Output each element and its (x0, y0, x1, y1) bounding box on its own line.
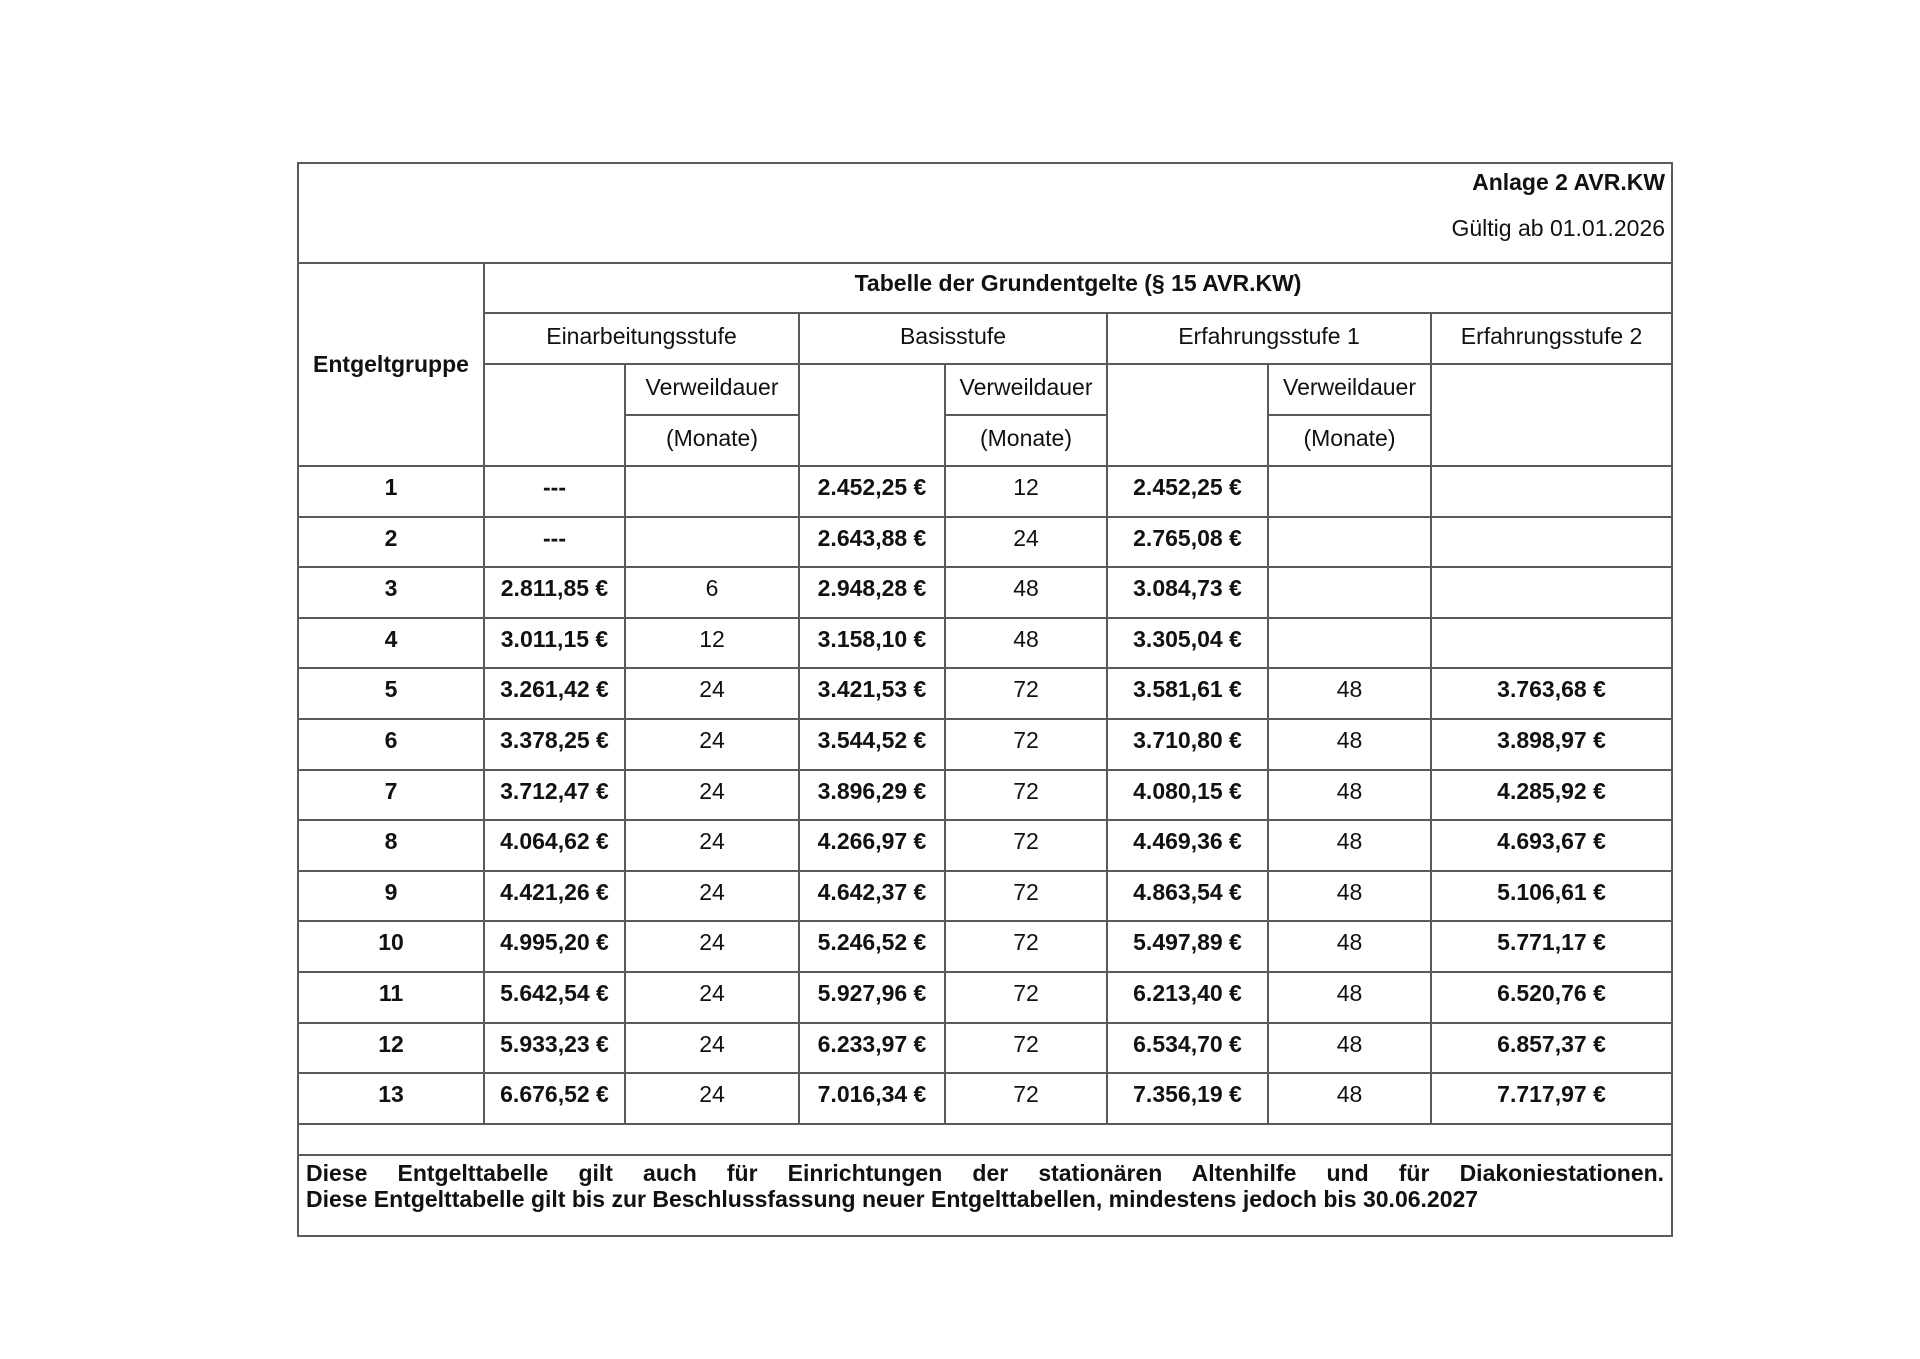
table-row (298, 517, 1672, 568)
cell-erfahrungsstufe-2 (1431, 618, 1672, 669)
duration-unit-erfahrung-1: (Monate) (1268, 415, 1431, 466)
cell-verweildauer-einarbeitung (625, 466, 799, 517)
cell-basisstufe: 3.421,53 € (799, 668, 945, 719)
cell-entgeltgruppe: 9 (298, 871, 484, 922)
cell-erfahrungsstufe-1: 4.469,36 € (1107, 820, 1268, 871)
cell-verweildauer-einarbeitung: 24 (625, 972, 799, 1023)
cell-entgeltgruppe: 5 (298, 668, 484, 719)
empty-header-cell (1107, 364, 1268, 466)
cell-entgeltgruppe: 10 (298, 921, 484, 972)
cell-einarbeitungsstufe: 5.642,54 € (484, 972, 625, 1023)
cell-verweildauer-einarbeitung: 24 (625, 921, 799, 972)
salary-table (297, 162, 1673, 1237)
stage-header-basis: Basisstufe (799, 313, 1107, 364)
cell-basisstufe: 5.246,52 € (799, 921, 945, 972)
cell-erfahrungsstufe-1: 5.497,89 € (1107, 921, 1268, 972)
table-row (298, 972, 1672, 1023)
cell-erfahrungsstufe-2: 6.520,76 € (1431, 972, 1672, 1023)
cell-verweildauer-einarbeitung: 12 (625, 618, 799, 669)
footer-line-1: Diese Entgelttabelle gilt auch für Einrichtungen der stationären Altenhilfe und für Diakoniestationen. (306, 1159, 1665, 1186)
cell-erfahrungsstufe-2: 3.763,68 € (1431, 668, 1672, 719)
cell-entgeltgruppe: 1 (298, 466, 484, 517)
valid-from-date: Gültig ab 01.01.2026 (1451, 215, 1666, 241)
cell-einarbeitungsstufe: 4.421,26 € (484, 871, 625, 922)
cell-basisstufe: 2.948,28 € (799, 567, 945, 618)
empty-row-cell (298, 1124, 1672, 1155)
cell-verweildauer-erfahrung-1: 48 (1268, 1073, 1431, 1124)
cell-entgeltgruppe: 12 (298, 1023, 484, 1074)
table-row (298, 1073, 1672, 1124)
table-row (298, 921, 1672, 972)
cell-einarbeitungsstufe: --- (484, 517, 625, 568)
duration-header-erfahrung-1: Verweildauer (1268, 364, 1431, 415)
duration-unit-basis: (Monate) (945, 415, 1107, 466)
table-row (298, 567, 1672, 618)
table-row (298, 719, 1672, 770)
cell-entgeltgruppe: 2 (298, 517, 484, 568)
cell-erfahrungsstufe-2: 5.771,17 € (1431, 921, 1672, 972)
table-row (298, 820, 1672, 871)
cell-entgeltgruppe: 11 (298, 972, 484, 1023)
cell-einarbeitungsstufe: 3.261,42 € (484, 668, 625, 719)
cell-verweildauer-basis: 72 (945, 1073, 1107, 1124)
cell-erfahrungsstufe-1: 4.080,15 € (1107, 770, 1268, 821)
spacer-row (298, 1124, 1672, 1155)
cell-erfahrungsstufe-2: 4.693,67 € (1431, 820, 1672, 871)
cell-verweildauer-einarbeitung: 24 (625, 1073, 799, 1124)
cell-verweildauer-einarbeitung: 6 (625, 567, 799, 618)
cell-entgeltgruppe: 3 (298, 567, 484, 618)
cell-einarbeitungsstufe: 6.676,52 € (484, 1073, 625, 1124)
cell-entgeltgruppe: 13 (298, 1073, 484, 1124)
cell-verweildauer-basis: 72 (945, 871, 1107, 922)
cell-basisstufe: 4.642,37 € (799, 871, 945, 922)
cell-verweildauer-basis: 72 (945, 820, 1107, 871)
cell-einarbeitungsstufe: 5.933,23 € (484, 1023, 625, 1074)
cell-entgeltgruppe: 8 (298, 820, 484, 871)
cell-verweildauer-basis: 12 (945, 466, 1107, 517)
cell-einarbeitungsstufe: 4.064,62 € (484, 820, 625, 871)
cell-verweildauer-erfahrung-1: 48 (1268, 1023, 1431, 1074)
cell-erfahrungsstufe-1: 3.581,61 € (1107, 668, 1268, 719)
cell-basisstufe: 3.896,29 € (799, 770, 945, 821)
cell-verweildauer-basis: 72 (945, 668, 1107, 719)
cell-basisstufe: 7.016,34 € (799, 1073, 945, 1124)
cell-basisstufe: 3.544,52 € (799, 719, 945, 770)
cell-verweildauer-erfahrung-1: 48 (1268, 972, 1431, 1023)
cell-basisstufe: 2.452,25 € (799, 466, 945, 517)
cell-erfahrungsstufe-2 (1431, 517, 1672, 568)
cell-einarbeitungsstufe: 4.995,20 € (484, 921, 625, 972)
cell-verweildauer-erfahrung-1 (1268, 567, 1431, 618)
cell-erfahrungsstufe-1: 3.084,73 € (1107, 567, 1268, 618)
duration-header-basis: Verweildauer (945, 364, 1107, 415)
cell-basisstufe: 2.643,88 € (799, 517, 945, 568)
cell-basisstufe: 5.927,96 € (799, 972, 945, 1023)
cell-erfahrungsstufe-1: 6.534,70 € (1107, 1023, 1268, 1074)
table-row (298, 618, 1672, 669)
annex-label: Anlage 2 AVR.KW (1472, 169, 1666, 195)
cell-erfahrungsstufe-1: 2.765,08 € (1107, 517, 1268, 568)
cell-verweildauer-erfahrung-1 (1268, 517, 1431, 568)
table-row (298, 770, 1672, 821)
cell-erfahrungsstufe-1: 6.213,40 € (1107, 972, 1268, 1023)
cell-verweildauer-einarbeitung: 24 (625, 820, 799, 871)
cell-verweildauer-basis: 48 (945, 567, 1107, 618)
cell-erfahrungsstufe-2: 6.857,37 € (1431, 1023, 1672, 1074)
cell-einarbeitungsstufe: 3.712,47 € (484, 770, 625, 821)
cell-verweildauer-basis: 72 (945, 719, 1107, 770)
empty-header-cell (799, 364, 945, 466)
cell-erfahrungsstufe-2: 3.898,97 € (1431, 719, 1672, 770)
table-row (298, 466, 1672, 517)
document-header (298, 163, 1672, 263)
cell-entgeltgruppe: 6 (298, 719, 484, 770)
stage-header-erfahrung-2: Erfahrungsstufe 2 (1431, 313, 1672, 364)
cell-verweildauer-erfahrung-1: 48 (1268, 668, 1431, 719)
cell-entgeltgruppe: 7 (298, 770, 484, 821)
cell-verweildauer-erfahrung-1: 48 (1268, 719, 1431, 770)
cell-verweildauer-einarbeitung: 24 (625, 719, 799, 770)
cell-verweildauer-basis: 72 (945, 972, 1107, 1023)
cell-verweildauer-erfahrung-1: 48 (1268, 770, 1431, 821)
cell-erfahrungsstufe-2 (1431, 466, 1672, 517)
duration-unit-einarbeitung: (Monate) (625, 415, 799, 466)
empty-header-cell (1431, 364, 1672, 466)
table-title: Tabelle der Grundentgelte (§ 15 AVR.KW) (484, 263, 1672, 313)
cell-basisstufe: 6.233,97 € (799, 1023, 945, 1074)
cell-verweildauer-basis: 24 (945, 517, 1107, 568)
cell-einarbeitungsstufe: --- (484, 466, 625, 517)
cell-erfahrungsstufe-2: 7.717,97 € (1431, 1073, 1672, 1124)
cell-verweildauer-einarbeitung: 24 (625, 668, 799, 719)
cell-entgeltgruppe: 4 (298, 618, 484, 669)
table-row (298, 668, 1672, 719)
footer-note (298, 1155, 1672, 1236)
cell-basisstufe: 3.158,10 € (799, 618, 945, 669)
stage-header-erfahrung-1: Erfahrungsstufe 1 (1107, 313, 1431, 364)
cell-erfahrungsstufe-2 (1431, 567, 1672, 618)
cell-verweildauer-basis: 72 (945, 770, 1107, 821)
table-row (298, 1023, 1672, 1074)
cell-verweildauer-erfahrung-1: 48 (1268, 871, 1431, 922)
table-row (298, 871, 1672, 922)
empty-header-cell (484, 364, 625, 466)
cell-erfahrungsstufe-2: 4.285,92 € (1431, 770, 1672, 821)
group-column-header: Entgeltgruppe (298, 263, 484, 466)
footer-line-2: Diese Entgelttabelle gilt bis zur Beschlussfassung neuer Entgelttabellen, mindestens jedoch bis 30.06.2027 (306, 1186, 1479, 1213)
cell-einarbeitungsstufe: 3.011,15 € (484, 618, 625, 669)
cell-verweildauer-einarbeitung (625, 517, 799, 568)
cell-erfahrungsstufe-1: 3.710,80 € (1107, 719, 1268, 770)
stage-header-einarbeitung: Einarbeitungsstufe (484, 313, 799, 364)
cell-verweildauer-erfahrung-1 (1268, 618, 1431, 669)
cell-einarbeitungsstufe: 2.811,85 € (484, 567, 625, 618)
cell-verweildauer-erfahrung-1: 48 (1268, 820, 1431, 871)
cell-verweildauer-basis: 72 (945, 921, 1107, 972)
cell-basisstufe: 4.266,97 € (799, 820, 945, 871)
cell-verweildauer-einarbeitung: 24 (625, 1023, 799, 1074)
cell-erfahrungsstufe-1: 7.356,19 € (1107, 1073, 1268, 1124)
cell-erfahrungsstufe-1: 4.863,54 € (1107, 871, 1268, 922)
duration-header-einarbeitung: Verweildauer (625, 364, 799, 415)
cell-einarbeitungsstufe: 3.378,25 € (484, 719, 625, 770)
cell-verweildauer-einarbeitung: 24 (625, 871, 799, 922)
cell-erfahrungsstufe-1: 3.305,04 € (1107, 618, 1268, 669)
document-page (297, 162, 1671, 1237)
cell-verweildauer-basis: 72 (945, 1023, 1107, 1074)
cell-verweildauer-erfahrung-1 (1268, 466, 1431, 517)
cell-verweildauer-erfahrung-1: 48 (1268, 921, 1431, 972)
cell-verweildauer-basis: 48 (945, 618, 1107, 669)
cell-erfahrungsstufe-1: 2.452,25 € (1107, 466, 1268, 517)
cell-verweildauer-einarbeitung: 24 (625, 770, 799, 821)
cell-erfahrungsstufe-2: 5.106,61 € (1431, 871, 1672, 922)
